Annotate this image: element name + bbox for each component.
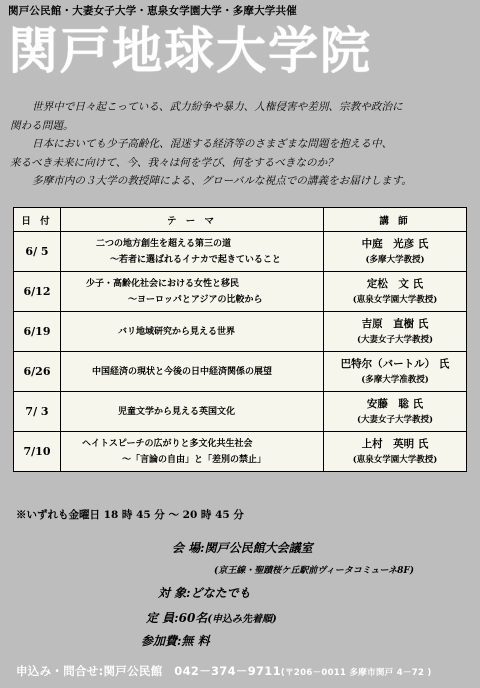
theme-line: 〜若者に選ばれるイナカで起きていること (110, 254, 281, 265)
header-date: 日 付 (14, 208, 61, 232)
table-row (14, 352, 467, 392)
table-row (14, 272, 467, 312)
capacity-value: 定 員:60名 (146, 611, 208, 625)
lecturer-affiliation: (恵泉女学園大学教授) (352, 455, 438, 465)
row-theme (61, 392, 324, 432)
intro-line: 日本においても少子高齢化、混迷する経済等のさまざまな問題を抱える中、 (32, 138, 393, 151)
cohost-line: 関戸公民館・大妻女子大学・恵泉女学園大学・多摩大学共催 (8, 5, 297, 17)
page-title: 関戸地球大学院 (8, 21, 372, 80)
schedule-note: ※いずれも金曜日 18 時 45 分 〜 20 時 45 分 (16, 509, 244, 521)
theme-line: 児童文学から見える英国文化 (118, 406, 236, 417)
contact-address: (〒206－0011 多摩市関戸 4－72 ) (280, 668, 432, 678)
table-row (14, 232, 467, 272)
row-theme (61, 432, 324, 472)
row-lecturer (324, 312, 467, 352)
table-row (14, 392, 467, 432)
row-date: 6/19 (14, 312, 61, 352)
table-header-row (14, 208, 467, 232)
lecturer-name: 吉原 直樹 氏 (361, 318, 429, 330)
lecturer-affiliation: (多摩大学教授) (365, 255, 425, 265)
lecturer-name: 中庭 光彦 氏 (361, 238, 429, 250)
theme-line: 少子・高齢化社会における女性と移民 (86, 278, 240, 289)
theme-line: 〜ヨーロッパとアジアの比較から (128, 294, 263, 305)
target-label: 対 象:どなたでも (158, 586, 251, 600)
table-row (14, 312, 467, 352)
lecturer-name: 巴特尔（バートル） 氏 (340, 358, 450, 370)
lecturer-affiliation: (大妻女子大学教授) (356, 335, 434, 345)
venue-access: (京王線・聖蹟桜ケ丘駅前ヴィータコミューネ8F) (214, 566, 414, 576)
row-lecturer (324, 352, 467, 392)
intro-line: 多摩市内の３大学の教授陣による、グローバルな視点での講義をお届けします。 (32, 175, 412, 188)
lecturer-affiliation: (多摩大学准教授) (361, 375, 429, 385)
row-theme (61, 312, 324, 352)
contact-line (16, 663, 432, 679)
header-lecturer: 講 師 (324, 208, 467, 232)
theme-line: バリ地域研究から見える世界 (118, 326, 236, 337)
row-lecturer (324, 232, 467, 272)
theme-line: 二つの地方創生を超える第三の道 (96, 238, 232, 249)
schedule-table (13, 207, 467, 472)
header-theme: テ ー マ (61, 208, 324, 232)
row-date: 7/ 3 (14, 392, 61, 432)
row-theme (61, 272, 324, 312)
row-lecturer (324, 432, 467, 472)
lecturer-name: 定松 文 氏 (366, 278, 424, 290)
row-date: 6/12 (14, 272, 61, 312)
row-date: 6/ 5 (14, 232, 61, 272)
venue-label: 会 場:関戸公民館大会議室 (172, 541, 313, 555)
theme-line: 中国経済の現状と今後の日中経済関係の展望 (92, 366, 273, 377)
theme-line: 〜「言論の自由」と「差別の禁止」 (122, 454, 267, 465)
capacity-label (146, 609, 277, 626)
row-lecturer (324, 392, 467, 432)
table-row (14, 432, 467, 472)
lecturer-name: 上村 英明 氏 (361, 438, 429, 450)
row-date: 6/26 (14, 352, 61, 392)
lecturer-name: 安藤 聡 氏 (366, 398, 424, 410)
lecturer-affiliation: (大妻女子大学教授) (356, 415, 434, 425)
intro-text (10, 98, 472, 191)
row-theme (61, 352, 324, 392)
row-date: 7/10 (14, 432, 61, 472)
contact-phone: 申込み・問合せ:関戸公民館 042－374－9711 (16, 664, 281, 678)
row-lecturer (324, 272, 467, 312)
lecturer-affiliation: (恵泉女学園大学教授) (352, 295, 438, 305)
row-theme (61, 232, 324, 272)
capacity-note: (申込み先着順) (207, 614, 277, 625)
fee-label: 参加費:無 料 (141, 634, 210, 648)
intro-line: 関わる問題。 (10, 119, 74, 132)
intro-line: 世界中で日々起こっている、武力紛争や暴力、人権侵害や差別、宗教や政治に (32, 101, 403, 113)
theme-line: ヘイトスピーチの広がりと多文化共生社会 (82, 438, 253, 449)
intro-line: 来るべき未来に向けて、今、我々は何を学び、何をするべきなのか？ (10, 156, 338, 169)
